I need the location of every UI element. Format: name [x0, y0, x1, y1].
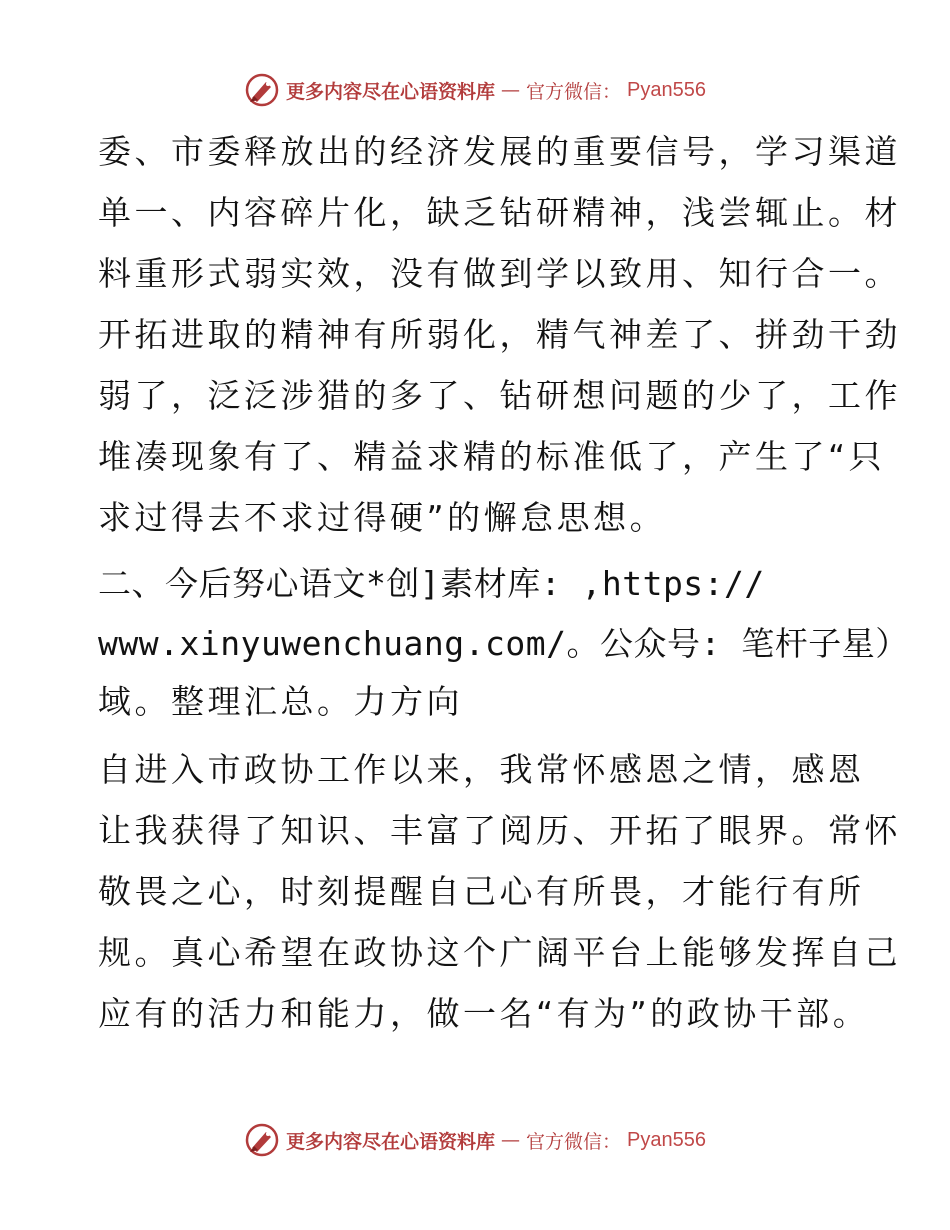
banner-title: 更多内容尽在心语资料库 [286, 1130, 496, 1153]
banner-separator: — [501, 79, 521, 101]
body-line: 规。真心希望在政协这个广阔平台上能够发挥自己 [98, 933, 901, 972]
body-line: 堆凑现象有了、精益求精的标准低了，产生了“只 [98, 437, 886, 476]
body-line: 应有的活力和能力，做一名“有为”的政协干部。 [98, 994, 870, 1033]
banner-wechat-id: Pyan556 [627, 1128, 706, 1151]
footer-watermark-banner [0, 1118, 950, 1162]
body-line: 求过得去不求过得硬”的懈怠思想。 [98, 498, 667, 537]
section-heading-line: 二、今后努心语文*创]素材库: ,https:// [98, 564, 765, 603]
body-line: 弱了，泛泛涉猎的多了、钻研想问题的少了，工作 [98, 376, 901, 415]
banner-wechat-label: 官方微信： [526, 80, 622, 103]
body-line: www.xinyuwenchuang.com/。公众号: 笔杆子星） [98, 624, 909, 663]
body-line: 单一、内容碎片化，缺乏钻研精神，浅尝辄止。材 [98, 193, 901, 232]
banner-separator: — [501, 1129, 521, 1151]
pen-nib-logo-icon [244, 1122, 280, 1158]
body-line: 开拓进取的精神有所弱化，精气神差了、拼劲干劲 [98, 315, 901, 354]
body-line: 让我获得了知识、丰富了阅历、开拓了眼界。常怀 [98, 811, 901, 850]
banner-wechat-id: Pyan556 [627, 78, 706, 101]
banner-wechat-label: 官方微信： [526, 1130, 622, 1153]
body-line: 域。整理汇总。力方向 [98, 682, 463, 721]
body-line: 料重形式弱实效，没有做到学以致用、知行合一。 [98, 254, 901, 293]
banner-title: 更多内容尽在心语资料库 [286, 80, 496, 103]
body-line: 敬畏之心，时刻提醒自己心有所畏，才能行有所 [98, 872, 865, 911]
pen-nib-logo-icon [244, 72, 280, 108]
body-line: 自进入市政协工作以来，我常怀感恩之情，感恩 [98, 750, 865, 789]
body-line: 委、市委释放出的经济发展的重要信号，学习渠道 [98, 132, 901, 171]
header-watermark-banner [0, 68, 950, 112]
